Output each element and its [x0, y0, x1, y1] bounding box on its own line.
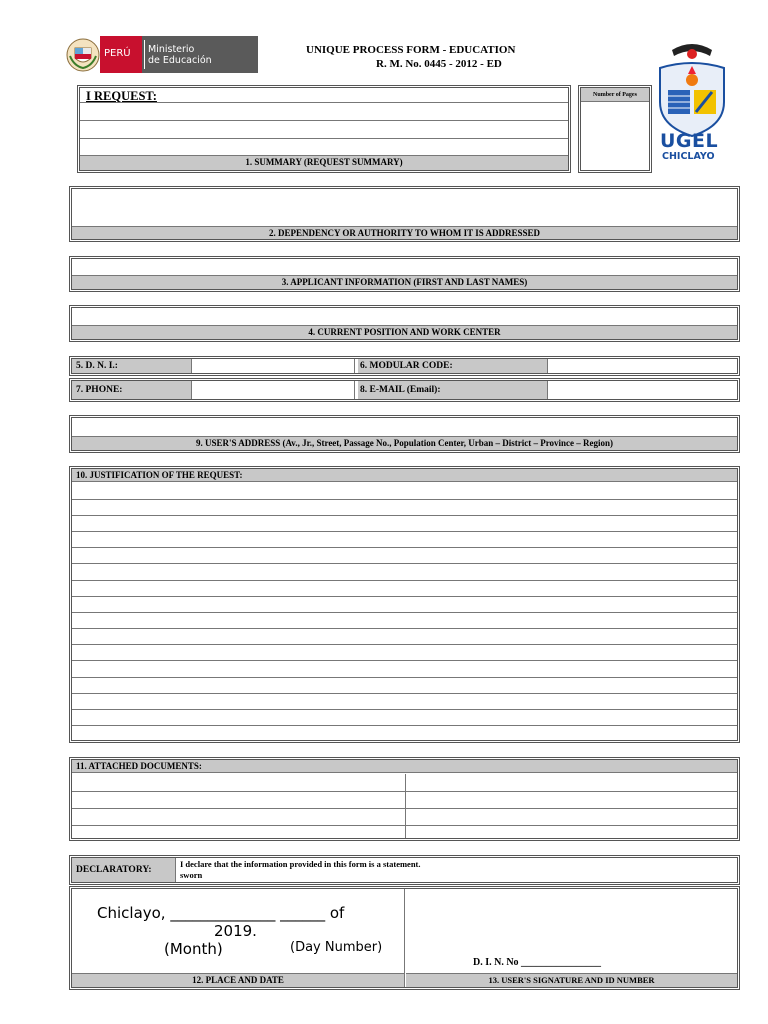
peru-coat-of-arms-icon [66, 38, 100, 72]
applicant-name-field[interactable] [72, 259, 737, 275]
ugel-name: UGEL [660, 130, 719, 152]
request-label: I REQUEST: [86, 89, 157, 103]
number-of-pages-box [578, 85, 652, 173]
number-of-pages-field[interactable] [581, 103, 649, 170]
email-field[interactable] [549, 381, 737, 399]
resolution-number: R. M. No. 0445 - 2012 - ED [376, 58, 502, 70]
position-box [69, 305, 740, 342]
place-date-field[interactable] [72, 889, 405, 973]
ugel-logo [652, 40, 732, 166]
minedu-logo [100, 36, 258, 73]
phone-label: 7. PHONE: [72, 381, 192, 399]
modular-code-label: 6. MODULAR CODE: [358, 359, 548, 373]
applicant-caption: 3. APPLICANT INFORMATION (FIRST AND LAST NAMES) [72, 275, 737, 289]
address-field[interactable] [72, 418, 737, 436]
logo-country: PERÚ [104, 48, 131, 59]
summary-line-2[interactable] [80, 121, 568, 138]
email-label: 8. E-MAIL (Email): [358, 381, 548, 399]
declaratory-label: DECLARATORY: [72, 858, 176, 882]
summary-line-3[interactable] [80, 139, 568, 154]
signature-field[interactable] [406, 889, 737, 973]
declaratory-text-line2: sworn [180, 870, 203, 880]
summary-line-1[interactable] [80, 103, 568, 120]
din-number: D. I. N. No ________________ [473, 957, 602, 968]
place-date-year: 2019. [214, 922, 257, 940]
position-field[interactable] [72, 308, 737, 325]
number-of-pages-label: Number of Pages [581, 88, 649, 102]
dependency-field[interactable] [72, 189, 737, 226]
dependency-box [69, 186, 740, 242]
address-box [69, 415, 740, 453]
place-date-caption: 12. PLACE AND DATE [72, 973, 405, 987]
contact-row-box [69, 378, 740, 402]
form-title: UNIQUE PROCESS FORM - EDUCATION [306, 44, 516, 56]
place-date-city: Chiclayo, ______________ ______ of [97, 904, 345, 922]
justification-caption: 10. JUSTIFICATION OF THE REQUEST: [72, 469, 737, 482]
id-row-box [69, 356, 740, 376]
justification-lines[interactable] [72, 483, 737, 740]
request-box [77, 85, 571, 173]
position-caption: 4. CURRENT POSITION AND WORK CENTER [72, 325, 737, 339]
dni-field[interactable] [193, 359, 355, 373]
declaratory-text-line1: I declare that the information provided in this form is a statement. [180, 859, 421, 869]
modular-code-field[interactable] [549, 359, 737, 373]
justification-box [69, 466, 740, 743]
declaratory-box [69, 855, 740, 885]
dependency-caption: 2. DEPENDENCY OR AUTHORITY TO WHOM IT IS ADDRESSED [72, 226, 737, 239]
phone-field[interactable] [193, 381, 355, 399]
dni-label: 5. D. N. I.: [72, 359, 192, 373]
place-date-day-hint: (Day Number) [290, 940, 383, 955]
applicant-box [69, 256, 740, 292]
place-date-signature-box [69, 886, 740, 990]
ugel-city: CHICLAYO [662, 151, 715, 162]
place-date-month-hint: (Month) [164, 940, 223, 958]
attached-documents-caption: 11. ATTACHED DOCUMENTS: [72, 760, 737, 773]
logo-ministry-line1: Ministerio [148, 44, 195, 55]
logo-ministry-line2: de Educación [148, 55, 212, 66]
signature-caption: 13. USER'S SIGNATURE AND ID NUMBER [406, 973, 737, 987]
address-caption: 9. USER'S ADDRESS (Av., Jr., Street, Passage No., Population Center, Urban – District – Province – Region) [72, 436, 737, 450]
attached-documents-table[interactable] [72, 774, 737, 838]
summary-caption: 1. SUMMARY (REQUEST SUMMARY) [80, 155, 568, 170]
attached-documents-box [69, 757, 740, 841]
